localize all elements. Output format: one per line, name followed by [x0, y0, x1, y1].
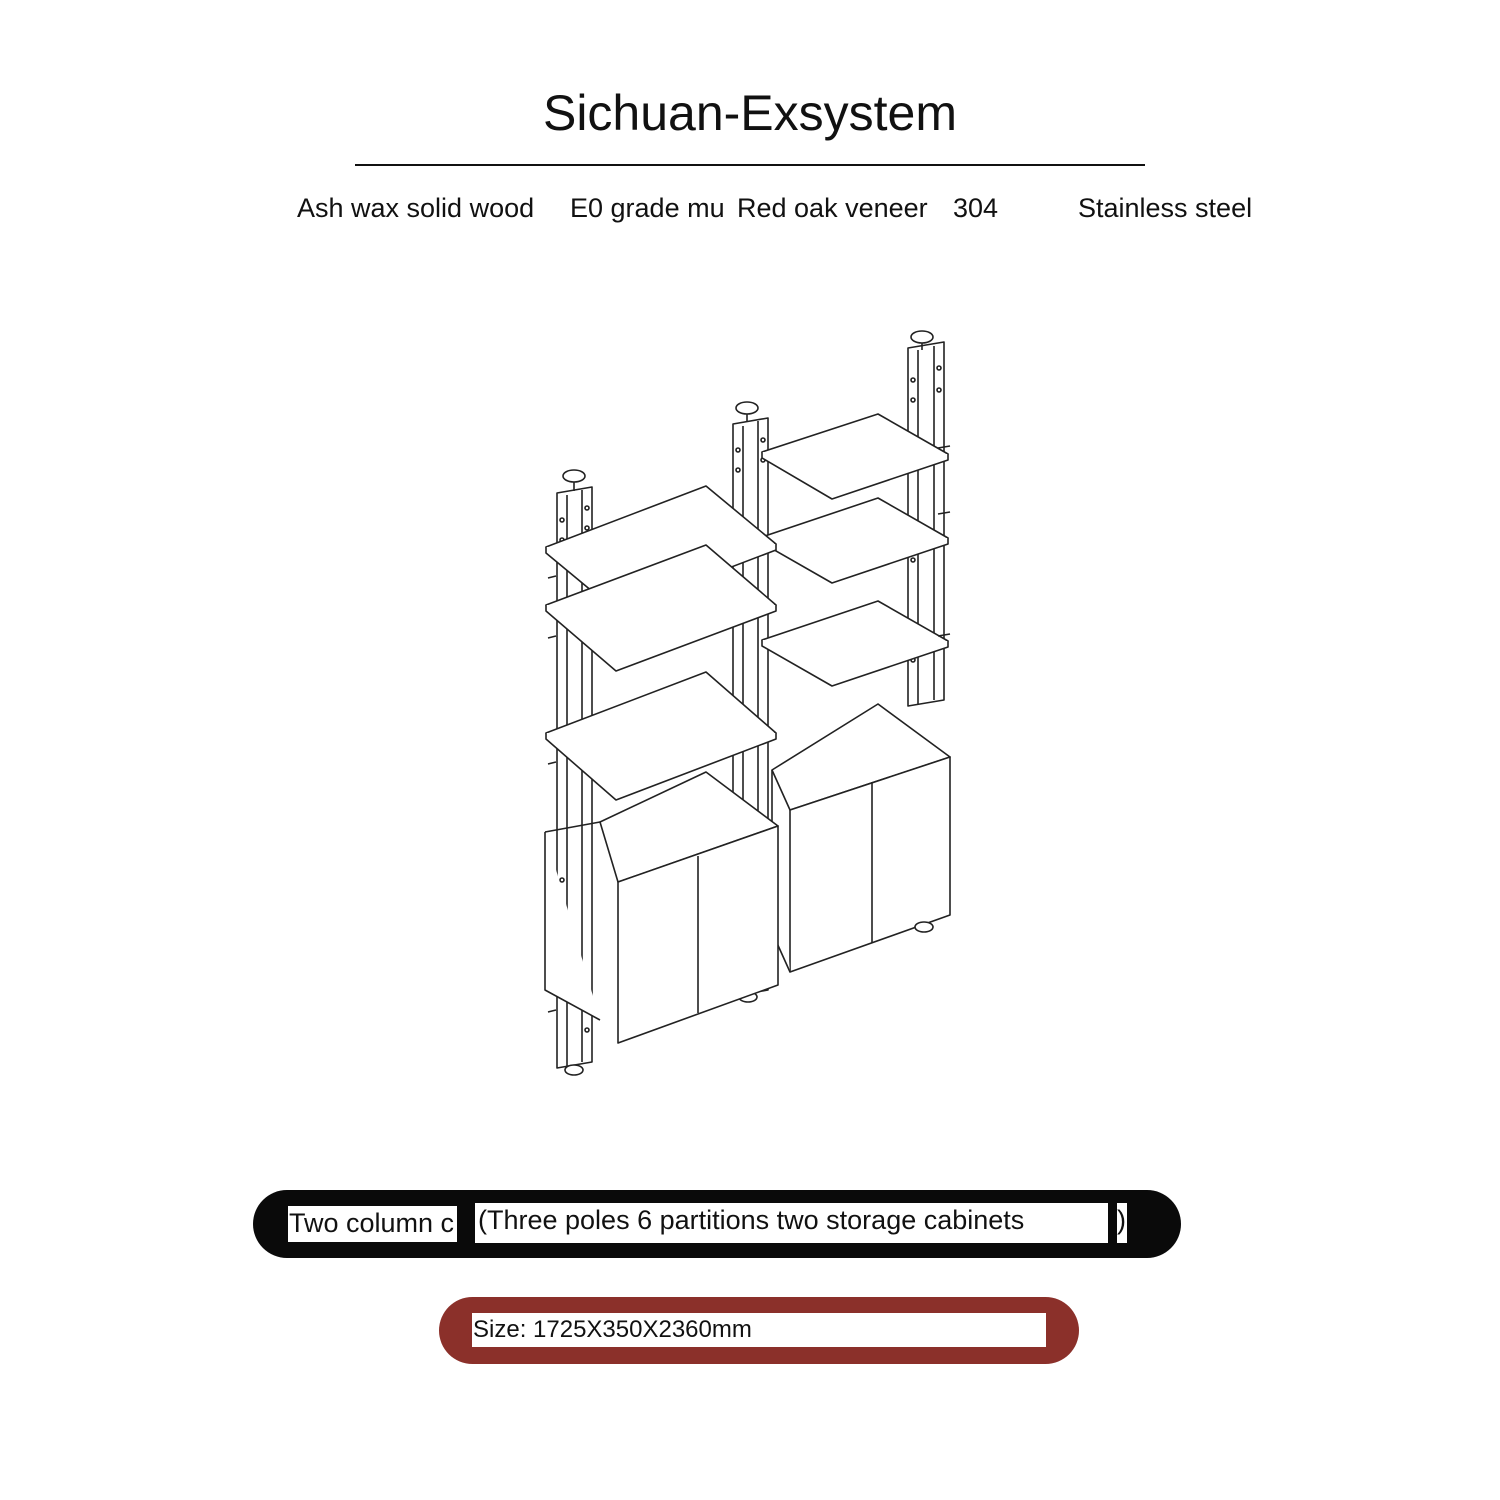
material-ash-wax: Ash wax solid wood — [297, 193, 535, 223]
config-label-details: (Three poles 6 partitions two storage cabinets — [475, 1203, 1108, 1243]
size-label: Size: 1725X350X2360mm — [472, 1313, 1046, 1347]
material-304: 304 — [953, 193, 999, 223]
page-title: Sichuan-Exsystem — [542, 85, 958, 141]
material-red-oak: Red oak veneer — [737, 193, 928, 223]
material-e0-grade: E0 grade mu — [570, 193, 725, 223]
config-label-two-column: Two column c — [288, 1206, 457, 1242]
config-label-close: ) — [1117, 1203, 1127, 1243]
material-stainless-steel: Stainless steel — [1078, 193, 1253, 223]
cabinet-right — [772, 704, 950, 972]
